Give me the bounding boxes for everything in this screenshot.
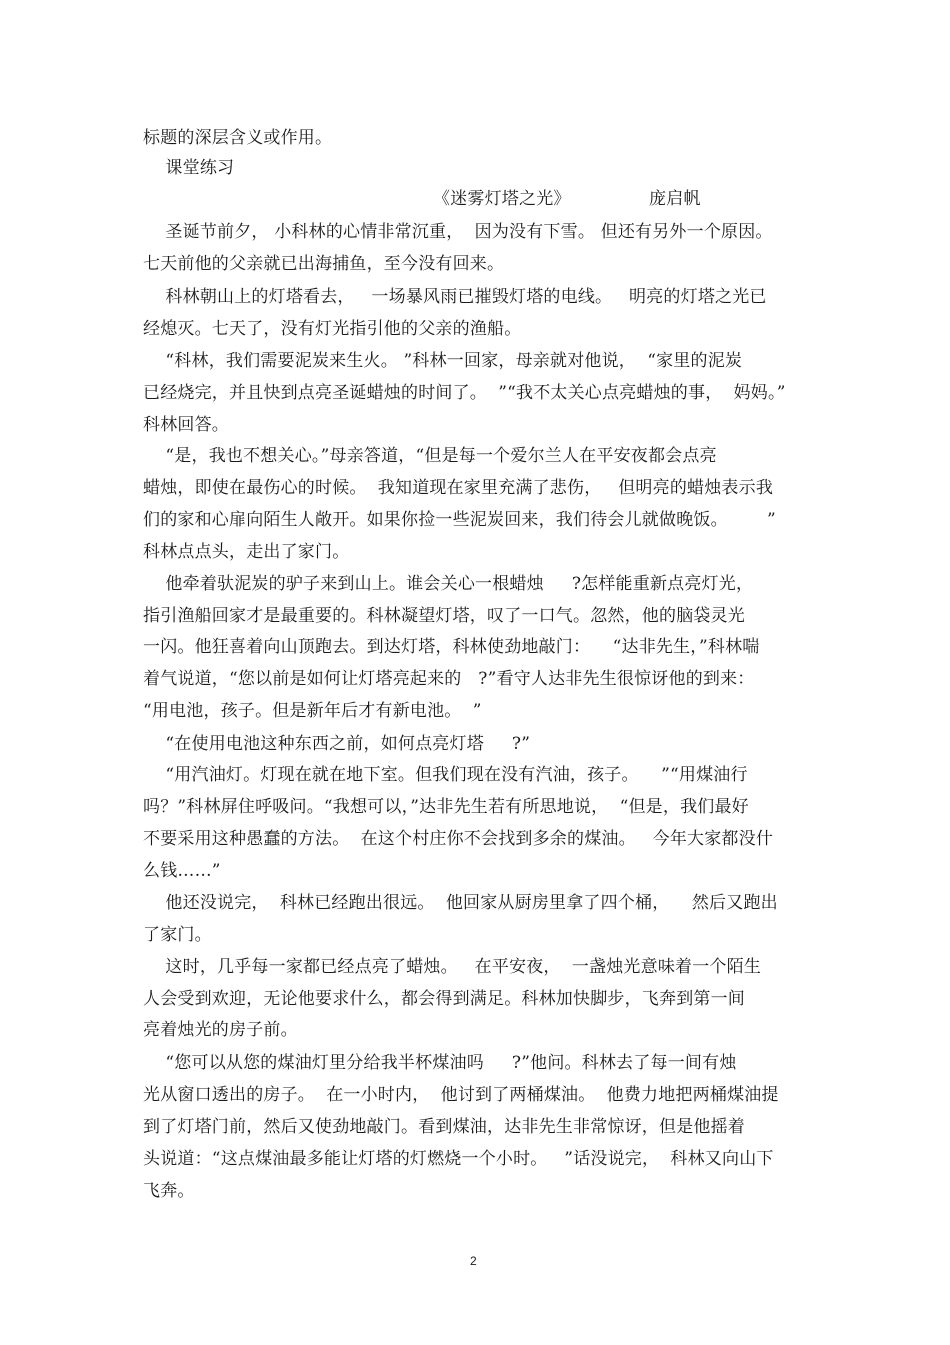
text-line: 标题的深层含义或作用。 [143,128,333,148]
text-line: “用电池，孩子。但是新年后才有新电池。 ” [143,701,482,721]
text-line: 他牵着驮泥炭的驴子来到山上。谁会关心一根蜡烛 ?怎样能重新点亮灯光， [143,574,754,594]
text-line: 已经烧完，并且快到点亮圣诞蜡烛的时间了。 ”“我不太关心点亮蜡烛的事， 妈妈。” [143,383,786,403]
section-heading: 课堂练习 [143,158,235,178]
text-line: 着气说道，“您以前是如何让灯塔亮起来的 ?”看守人达非先生很惊讶他的到来： [143,669,755,689]
text-line: 吗？”科林屏住呼吸问。“我想可以，”达非先生若有所思地说， “但是，我们最好 [143,797,749,817]
text-line: 经熄灭。七天了，没有灯光指引他的父亲的渔船。 [143,319,522,339]
text-line: 科林点点头，走出了家门。 [143,542,350,562]
text-line: 么钱……” [143,861,221,881]
text-line: 们的家和心扉向陌生人敞开。如果你捡一些泥炭回来，我们待会儿就做晚饭。 ” [143,510,776,530]
text-line: 一闪。他狂喜着向山顶跑去。到达灯塔，科林使劲地敲门： “达非先生，”科林喘 [143,637,760,657]
text-line: “用汽油灯。灯现在就在地下室。但我们现在没有汽油，孩子。 ”“用煤油行 [143,765,748,785]
text-line: 七天前他的父亲就已出海捕鱼，至今没有回来。 [143,254,505,274]
text-line: 他还没说完， 科林已经跑出很远。 他回家从厨房里拿了四个桶， 然后又跑出 [143,893,778,913]
text-line: “您可以从您的煤油灯里分给我半杯煤油吗 ?”他问。科林去了每一间有烛 [143,1053,737,1073]
text-line: 光从窗口透出的房子。 在一小时内， 他讨到了两桶煤油。 他费力地把两桶煤油提 [143,1085,779,1105]
text-line: 这时，几乎每一家都已经点亮了蜡烛。 在平安夜， 一盏烛光意味着一个陌生 [143,957,762,977]
text-line: 不要采用这种愚蠢的方法。 在这个村庄你不会找到多余的煤油。 今年大家都没什 [143,829,774,849]
text-line: 到了灯塔门前，然后又使劲地敲门。看到煤油，达非先生非常惊讶，但是他摇着 [143,1117,745,1137]
text-line: 飞奔。 [143,1181,195,1201]
text-line: 人会受到欢迎，无论他要求什么，都会得到满足。科林加快脚步，飞奔到第一间 [143,989,745,1009]
text-line: 指引渔船回家才是最重要的。科林凝望灯塔，叹了一口气。忽然，他的脑袋灵光 [143,606,745,626]
text-line: 科林朝山上的灯塔看去， 一场暴风雨已摧毁灯塔的电线。 明亮的灯塔之光已 [143,287,767,307]
page-number: 2 [470,1254,477,1268]
text-line: 亮着烛光的房子前。 [143,1020,298,1040]
article-title-author: 《迷雾灯塔之光》 庞启帆 [433,189,701,209]
text-line: 圣诞节前夕， 小科林的心情非常沉重， 因为没有下雪。 但还有另外一个原因。 [143,222,773,242]
text-line: “在使用电池这种东西之前，如何点亮灯塔 ?” [143,734,531,754]
text-line: 头说道：“这点煤油最多能让灯塔的灯燃烧一个小时。 ”话没说完， 科林又向山下 [143,1149,774,1169]
text-line: 了家门。 [143,925,212,945]
text-line: 蜡烛，即使在最伤心的时候。 我知道现在家里充满了悲伤， 但明亮的蜡烛表示我 [143,478,774,498]
text-line: 科林回答。 [143,415,229,435]
text-line: “科林，我们需要泥炭来生火。 ”科林一回家，母亲就对他说， “家里的泥炭 [143,351,743,371]
text-line: “是，我也不想关心。”母亲答道，“但是每一个爱尔兰人在平安夜都会点亮 [143,446,717,466]
